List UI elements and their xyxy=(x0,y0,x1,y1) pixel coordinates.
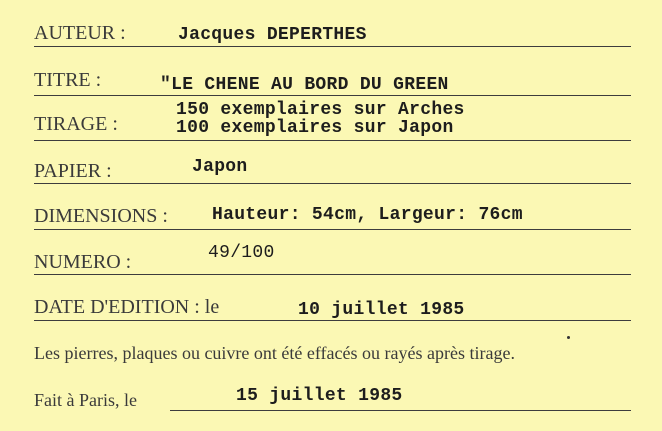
auteur-underline xyxy=(34,46,631,47)
ink-speck xyxy=(567,336,570,339)
titre-value: "LE CHENE AU BORD DU GREEN xyxy=(160,75,449,95)
titre-underline xyxy=(34,95,631,96)
fait-label: Fait à Paris, le xyxy=(34,390,137,410)
tirage-underline xyxy=(34,140,631,141)
fait-value: 15 juillet 1985 xyxy=(236,386,403,406)
numero-label: NUMERO : xyxy=(34,251,132,273)
auteur-value: Jacques DEPERTHES xyxy=(178,25,367,45)
dimensions-label: DIMENSIONS : xyxy=(34,205,168,227)
papier-value: Japon xyxy=(192,157,248,177)
numero-value: 49/100 xyxy=(208,243,275,263)
date-edition-value: 10 juillet 1985 xyxy=(298,300,465,320)
tirage-value-line2: 100 exemplaires sur Japon xyxy=(176,118,454,138)
titre-label: TITRE : xyxy=(34,69,102,91)
date-edition-label: DATE D'EDITION : le xyxy=(34,296,220,318)
fait-underline xyxy=(170,410,631,411)
dimensions-value: Hauteur: 54cm, Largeur: 76cm xyxy=(212,205,523,225)
papier-label: PAPIER : xyxy=(34,160,112,182)
erasure-statement: Les pierres, plaques ou cuivre ont été effacés ou rayés après tirage. xyxy=(34,343,515,363)
papier-underline xyxy=(34,183,631,184)
tirage-value-line1: 150 exemplaires sur Arches xyxy=(176,100,465,120)
dimensions-underline xyxy=(34,229,631,230)
auteur-label: AUTEUR : xyxy=(34,22,126,44)
tirage-label: TIRAGE : xyxy=(34,113,118,135)
date-edition-underline xyxy=(34,320,631,321)
numero-underline xyxy=(34,274,631,275)
